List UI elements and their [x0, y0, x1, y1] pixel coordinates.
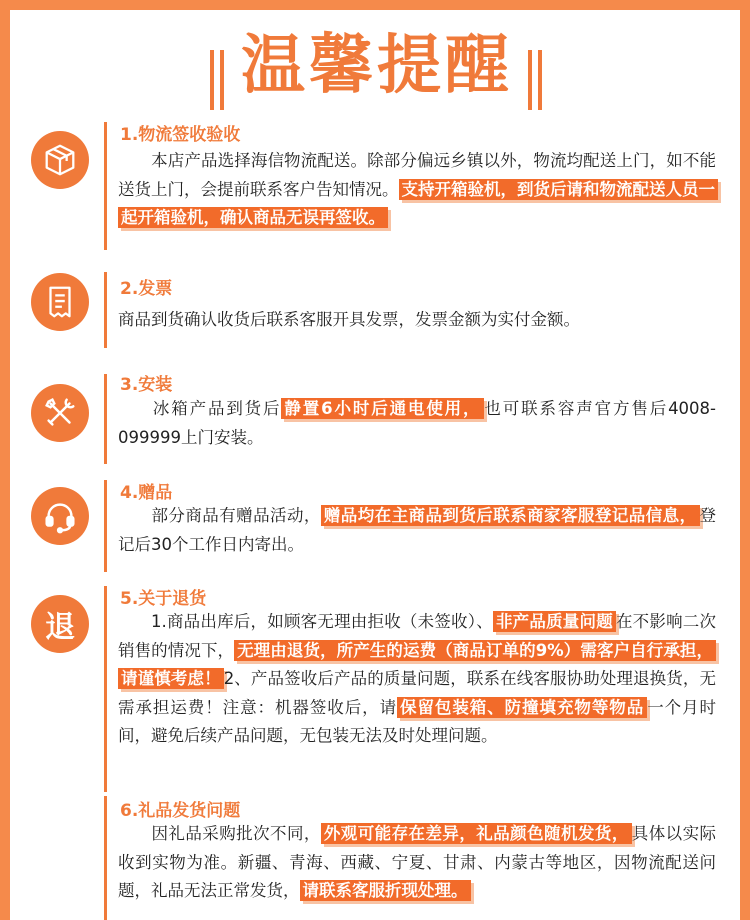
title-bars-left — [210, 50, 224, 110]
tools-icon — [31, 384, 89, 442]
notice-panel — [10, 10, 740, 920]
section-heading: 6.礼品发货问题 — [120, 801, 241, 821]
highlight-text: 无理由退货，所产生的运费（商品订单的9%）需客户自行承担，请谨慎考虑！ — [118, 640, 716, 690]
highlight-text: 支持开箱验机，到货后请和物流配送人员一起开箱验机，确认商品无误再签收。 — [118, 179, 718, 229]
section-heading: 3.安装 — [120, 375, 173, 395]
invoice-icon — [31, 273, 89, 331]
section-heading: 2.发票 — [120, 279, 173, 299]
highlight-text: 外观可能存在差异，礼品颜色随机发货， — [321, 823, 632, 844]
highlight-text: 静置6小时后通电使用， — [281, 398, 484, 419]
headset-icon — [31, 487, 89, 545]
highlight-text: 请联系客服折现处理。 — [300, 880, 471, 901]
section-divider-line — [104, 122, 107, 250]
highlight-text: 非产品质量问题 — [493, 611, 616, 632]
section-body: 1.商品出库后，如顾客无理由拒收（未签收）、 非产品质量问题 在不影响二次销售的情况下， 无理由退货，所产生的运费（商品订单的9%）需客户自行承担，请谨慎考虑！ 2、产品签收后产品的质量问题，联系在线客服协助处理退换货，无需承担运费！注意：机器签收后，请 保留包装箱、防撞填充物等物品 一个月时间，避免后续产品问题，无包装无法及时处理问题。 — [118, 612, 717, 745]
highlight-text: 赠品均在主商品到货后联系商家客服登记品信息， — [321, 505, 700, 526]
section-divider-line — [104, 586, 107, 792]
section-body: 冰箱产品到货后 静置6小时后通电使用， 也可联系容声官方售后4008-099999上门安装。 — [118, 399, 717, 447]
section-body: 本店产品选择海信物流配送。除部分偏远乡镇以外，物流均配送上门，如不能送货上门，会提前联系客户告知情况。 支持开箱验机，到货后请和物流配送人员一起开箱验机，确认商品无误再签收。 — [118, 151, 716, 227]
section-heading: 5.关于退货 — [120, 589, 207, 609]
box-icon — [31, 131, 89, 189]
section-body: 因礼品采购批次不同， 外观可能存在差异，礼品颜色随机发货， 具体以实际收到实物为准。新疆、青海、西藏、宁夏、甘肃、内蒙古等地区，因物流配送问题，礼品无法正常发货， 请联系客服折现处理。 — [118, 824, 717, 900]
page-title: 温馨提醒 — [241, 29, 513, 103]
return-icon: 退 — [31, 595, 89, 653]
section-heading: 4.赠品 — [120, 483, 173, 503]
header — [10, 10, 740, 110]
section-divider-line — [104, 796, 107, 920]
section-divider-line — [104, 480, 107, 572]
title-bars-right — [528, 50, 542, 110]
section-heading: 1.物流签收验收 — [120, 125, 241, 145]
section-divider-line — [104, 374, 107, 464]
highlight-text: 保留包装箱、防撞填充物等物品 — [397, 697, 647, 718]
section-divider-line — [104, 272, 107, 348]
section-body: 部分商品有赠品活动， 赠品均在主商品到货后联系商家客服登记品信息， 登记后30个工作日内寄出。 — [118, 506, 717, 554]
section-body: 商品到货确认收货后联系客服开具发票，发票金额为实付金额。 — [118, 310, 580, 329]
